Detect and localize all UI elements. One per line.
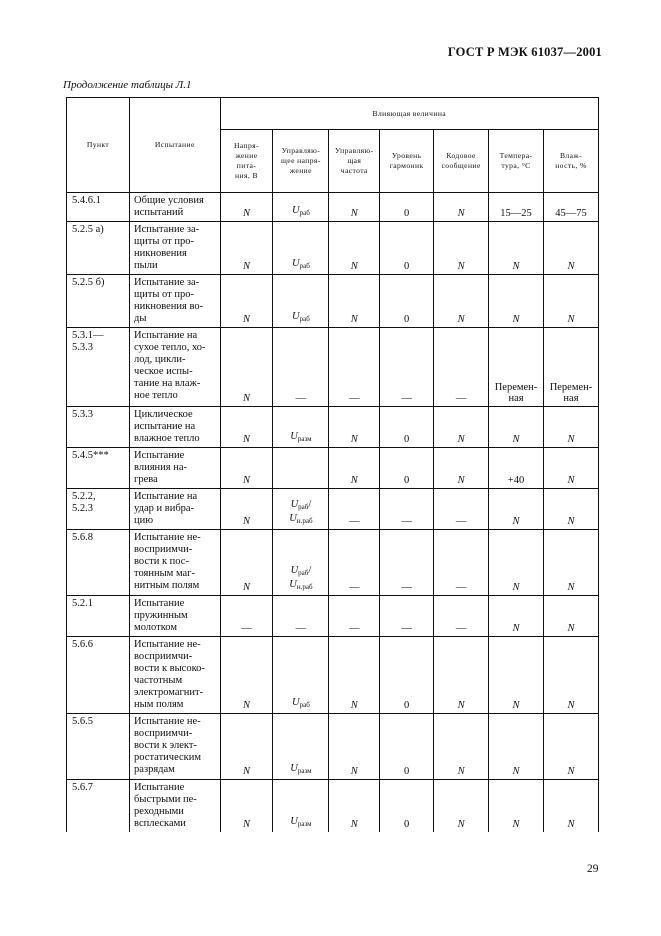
value-cell: N [329, 637, 380, 714]
page-number: 29 [587, 863, 599, 875]
value-cell: N [543, 530, 598, 596]
test-name-cell: Испытание не- восприимчи- вости к элект- ростатическим разрядам [130, 714, 221, 780]
table-row [67, 530, 599, 596]
value-cell: N [489, 714, 544, 780]
value-cell: — [434, 489, 489, 530]
voltage-symbol: $U_{раб}$ [292, 311, 310, 323]
value-cell: N [543, 448, 598, 489]
value-cell: — [380, 489, 434, 530]
test-name-cell: Циклическое испытание на влажное тепло [130, 407, 221, 448]
value-cell: N [489, 596, 544, 637]
value-cell: N [543, 407, 598, 448]
clause-cell: 5.2.2, 5.2.3 [67, 489, 130, 530]
clause-cell: 5.6.7 [67, 780, 130, 833]
subheader-cell: Напря- жение пита- ния, В [220, 130, 273, 193]
value-cell [273, 637, 329, 714]
value-cell: 0 [380, 193, 434, 222]
test-name-cell: Общие условия испытаний [130, 193, 221, 222]
value-cell: 0 [380, 637, 434, 714]
value-cell: N [220, 530, 273, 596]
subheader-cell: Кодовое сообщение [434, 130, 489, 193]
value-cell: 0 [380, 780, 434, 833]
value-cell: N [329, 275, 380, 328]
subheader-cell: Управляю- щее напря- жение [273, 130, 329, 193]
value-cell: N [489, 780, 544, 833]
value-cell: N [434, 448, 489, 489]
value-cell: N [329, 714, 380, 780]
value-cell: — [329, 596, 380, 637]
table-row [67, 489, 599, 530]
value-cell: — [220, 596, 273, 637]
value-cell: N [543, 714, 598, 780]
value-cell: N [329, 193, 380, 222]
subheader-cell: Темпера- тура, °С [489, 130, 544, 193]
value-cell: N [489, 275, 544, 328]
value-cell: N [220, 714, 273, 780]
clause-cell: 5.2.5 б) [67, 275, 130, 328]
test-name-cell: Испытание не- восприимчи- вости к пос- тоянным маг- нитным полям [130, 530, 221, 596]
value-cell: — [434, 328, 489, 407]
value-cell: N [220, 780, 273, 833]
value-cell: — [434, 596, 489, 637]
value-cell: N [329, 407, 380, 448]
test-name-cell: Испытание за- щиты от про- никновения пыли [130, 222, 221, 275]
value-cell: N [434, 407, 489, 448]
clause-cell: 5.6.5 [67, 714, 130, 780]
voltage-symbol: $U_{н.раб}$ [289, 579, 313, 591]
clause-cell: 5.4.6.1 [67, 193, 130, 222]
value-cell: N [220, 637, 273, 714]
value-cell: 0 [380, 407, 434, 448]
value-cell: N [329, 222, 380, 275]
voltage-symbol: $U_{разм}$ [290, 763, 312, 775]
value-cell: N [489, 637, 544, 714]
table-row [67, 193, 599, 222]
voltage-symbol: $U_{раб}$ [292, 258, 310, 270]
influence-quantity-table [66, 97, 599, 832]
value-cell: N [543, 596, 598, 637]
value-cell [273, 275, 329, 328]
value-cell: N [434, 193, 489, 222]
value-cell: N [543, 275, 598, 328]
value-cell: N [434, 275, 489, 328]
value-cell: N [434, 637, 489, 714]
test-name-cell: Испытание не- восприимчи- вости к высоко- частотным электромагнит- ным полям [130, 637, 221, 714]
test-name-cell: Испытание влияния на- грева [130, 448, 221, 489]
value-cell [273, 407, 329, 448]
value-cell: — [329, 489, 380, 530]
value-cell: N [489, 530, 544, 596]
test-name-cell: Испытание быстрыми пе- реходными всплесками [130, 780, 221, 833]
value-cell: Перемен- ная [489, 328, 544, 407]
value-cell: $U_{раб}/$ $U_{н.раб}$ [273, 530, 329, 596]
test-name-cell: Испытание на удар и вибра- цию [130, 489, 221, 530]
clause-cell: 5.2.5 а) [67, 222, 130, 275]
value-cell: N [543, 637, 598, 714]
table-row [67, 328, 599, 407]
value-cell: $U_{раб}/$ $U_{н.раб}$ [273, 489, 329, 530]
value-cell: N [220, 222, 273, 275]
subheader-cell: Уровень гармоник [380, 130, 434, 193]
clause-cell: 5.6.6 [67, 637, 130, 714]
table-row [67, 714, 599, 780]
subheader-cell: Управляю- щая частота [329, 130, 380, 193]
value-cell: N [543, 222, 598, 275]
value-cell: 0 [380, 714, 434, 780]
table-row [67, 780, 599, 833]
test-name-cell: Испытание пружинным молотком [130, 596, 221, 637]
clause-cell: 5.4.5*** [67, 448, 130, 489]
value-cell: N [220, 407, 273, 448]
value-cell: — [380, 530, 434, 596]
value-cell: N [329, 780, 380, 833]
clause-cell: 5.6.8 [67, 530, 130, 596]
voltage-symbol: $U_{разм}$ [290, 816, 312, 828]
value-cell: — [273, 328, 329, 407]
header-test: Испытание [130, 98, 221, 193]
subheader-cell: Влаж- ность, % [543, 130, 598, 193]
value-cell: N [543, 489, 598, 530]
value-cell: — [329, 328, 380, 407]
value-cell: N [220, 328, 273, 407]
header-influence-quantity: Влияющая величина [220, 98, 598, 130]
value-cell: — [273, 596, 329, 637]
clause-cell: 5.3.1— 5.3.3 [67, 328, 130, 407]
voltage-symbol: $U_{раб}$ [292, 205, 310, 217]
value-cell [273, 193, 329, 222]
value-cell: 45—75 [543, 193, 598, 222]
table-row [67, 448, 599, 489]
value-cell: N [543, 780, 598, 833]
value-cell: +40 [489, 448, 544, 489]
value-cell: N [489, 489, 544, 530]
test-name-cell: Испытание на сухое тепло, хо- лод, цикли- ческое испы- тание на влаж- ное тепло [130, 328, 221, 407]
value-cell: N [434, 222, 489, 275]
value-cell: 15—25 [489, 193, 544, 222]
header-punkt: Пункт [67, 98, 130, 193]
value-cell: 0 [380, 222, 434, 275]
value-cell: — [329, 530, 380, 596]
table-row [67, 222, 599, 275]
table-row [67, 637, 599, 714]
voltage-symbol: $U_{н.раб}$ [289, 513, 313, 525]
voltage-symbol: $U_{раб}$ [290, 499, 309, 511]
value-cell: 0 [380, 448, 434, 489]
value-cell: N [329, 448, 380, 489]
value-cell: — [380, 596, 434, 637]
test-name-cell: Испытание за- щиты от про- никновения во- ды [130, 275, 221, 328]
value-cell: 0 [380, 275, 434, 328]
value-cell: N [434, 714, 489, 780]
standard-code: ГОСТ Р МЭК 61037—2001 [447, 45, 602, 59]
table-continuation-caption: Продолжение таблицы Л.1 [63, 79, 192, 91]
clause-cell: 5.2.1 [67, 596, 130, 637]
value-cell: — [434, 530, 489, 596]
value-cell: N [220, 275, 273, 328]
value-cell: N [220, 489, 273, 530]
value-cell: N [220, 448, 273, 489]
value-cell: — [380, 328, 434, 407]
value-cell: N [220, 193, 273, 222]
voltage-symbol: $U_{раб}$ [290, 565, 309, 577]
value-cell [273, 714, 329, 780]
table-row [67, 407, 599, 448]
value-cell: N [489, 407, 544, 448]
value-cell: N [489, 222, 544, 275]
value-cell [273, 448, 329, 489]
clause-cell: 5.3.3 [67, 407, 130, 448]
value-cell [273, 222, 329, 275]
voltage-symbol: $U_{раб}$ [292, 697, 310, 709]
table-row [67, 596, 599, 637]
value-cell: Перемен- ная [543, 328, 598, 407]
table-row [67, 275, 599, 328]
value-cell: N [434, 780, 489, 833]
value-cell [273, 780, 329, 833]
voltage-symbol: $U_{разм}$ [290, 431, 312, 443]
